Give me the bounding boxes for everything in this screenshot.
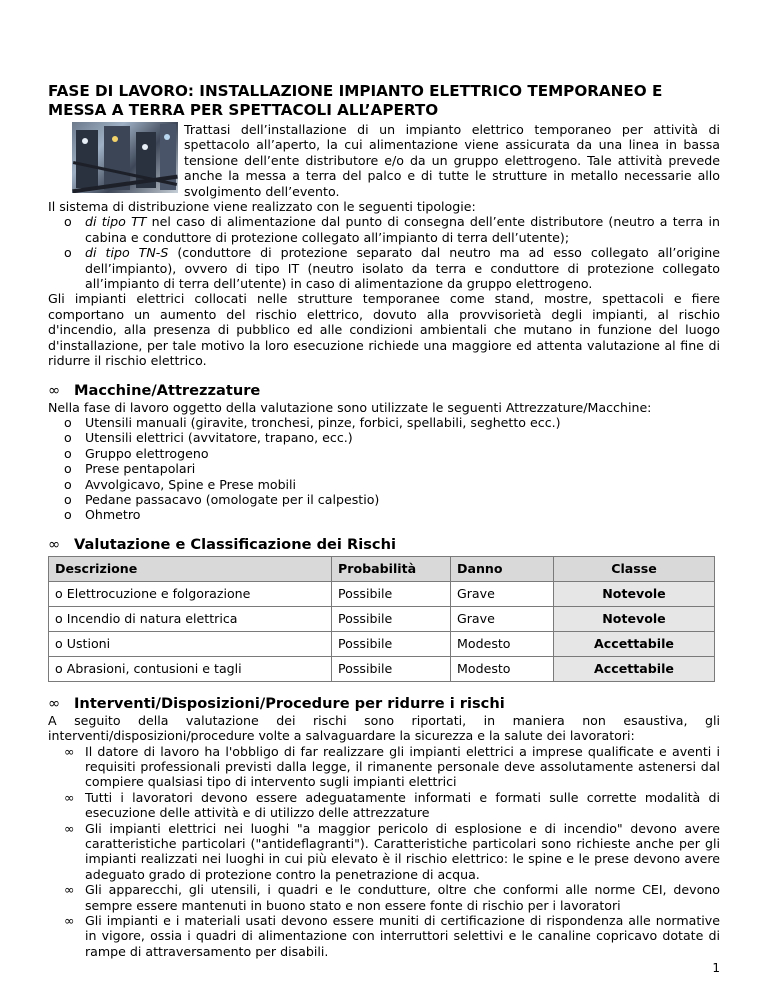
measures-intro: A seguito della valutazione dei rischi sono riportati, in maniera non esaustiva, gli interventi/disposizioni/procedure volte a salvaguardare la sicurezza e la salute dei lavoratori: [48,712,720,744]
circle-bullet-icon: o [55,586,63,602]
list-item [48,821,720,883]
circle-bullet-icon: o [64,491,72,507]
list-item [48,446,720,461]
intro-block [48,122,720,199]
infinity-bullet-icon: ∞ [64,882,75,898]
list-item-text: Gli impianti e i materiali usati devono essere muniti di certificazione di rispondenza alle normative in vigore, ossia i quadri di alimentazione con interruttori selettivi e le canaline copricavo dotate di rampe di attraversamento per disabili. [85,913,720,959]
infinity-bullet-icon: ∞ [64,913,75,929]
table-row [49,656,715,681]
table-row [49,606,715,631]
risk-class: Notevole [554,606,715,631]
infinity-bullet-icon: ∞ [48,381,61,399]
circle-bullet-icon: o [55,661,63,677]
circle-bullet-icon: o [64,461,72,477]
intro-paragraph: Trattasi dell’installazione di un impianto elettrico temporaneo per attività di spettacolo all’aperto, la cui alimentazione viene assicurata da una linea in bassa tensione dell’ente distributore e/o da un gruppo elettrogeno. Tale attività prevede anche la messa a terra del palco e di tutte le strutture in metallo necessarie allo svolgimento dell’evento. [184,122,720,199]
system-type-name: di tipo TN-S [85,245,169,261]
infinity-bullet-icon: ∞ [48,694,61,712]
list-item [48,492,720,507]
risk-description [49,656,332,681]
list-item [48,430,720,445]
list-item [48,245,720,291]
list-item-text: Prese pentapolari [85,461,196,477]
section-heading-measures [48,695,720,713]
circle-bullet-icon: o [64,507,72,523]
page-number: 1 [712,961,720,975]
circle-bullet-icon: o [64,245,72,261]
circle-bullet-icon: o [55,611,63,627]
circle-bullet-icon: o [64,414,72,430]
system-type-name: di tipo TT [85,214,147,230]
risk-probability: Possibile [332,606,451,631]
table-header-row [49,556,715,581]
list-item-text: Il datore di lavoro ha l'obbligo di far realizzare gli impianti elettrici a imprese qualificate e aventi i requisiti professionali previsti dalla legge, il rimanente personale deve assolutamente astenersi dal compiere qualsiasi tipo di intervento sugli impianti elettrici [85,743,720,790]
system-type-text: nel caso di alimentazione dal punto di consegna dell’ente distributore (neutro a terra in cabina e conduttore di protezione collegato all’impianto di terra dell’utente); [85,214,720,245]
risk-damage: Modesto [451,631,554,656]
risk-description-text: Incendio di natura elettrica [66,611,238,627]
list-item-text: Ohmetro [85,507,141,523]
table-row [49,631,715,656]
risk-damage: Grave [451,606,554,631]
list-item [48,461,720,476]
distribution-types-list [48,214,720,291]
list-item [48,882,720,913]
system-type-text: (conduttore di protezione separato dal neutro ma ad esso collegato all’origine dell’impianto), ovvero di tipo IT (neutro isolato da terra e conduttore di protezione collegato all’impianto di terra dell’utente) in caso di alimentazione da gruppo elettrogeno. [85,245,720,292]
machines-intro: Nella fase di lavoro oggetto della valutazione sono utilizzate le seguenti Attrezzature/Macchine: [48,399,652,415]
section-heading-text: Valutazione e Classificazione dei Rischi [74,535,396,553]
section-heading-text: Interventi/Disposizioni/Procedure per ridurre i rischi [74,694,505,712]
risk-description [49,631,332,656]
risk-damage: Modesto [451,656,554,681]
circle-bullet-icon: o [64,214,72,230]
list-item-text: Pedane passacavo (omologate per il calpestio) [85,491,380,507]
circle-bullet-icon: o [64,445,72,461]
risk-description [49,581,332,606]
infinity-bullet-icon: ∞ [64,820,75,836]
machines-list [48,415,720,523]
list-item-text: Gli apparecchi, gli utensili, i quadri e le condutture, oltre che conformi alle norme CEI, devono sempre essere mantenuti in buono stato e non essere fonte di rischio per i lavoratori [85,882,720,913]
distribution-intro: Il sistema di distribuzione viene realizzato con le seguenti tipologie: [48,199,476,215]
list-item [48,913,720,959]
list-item-text: Tutti i lavoratori devono essere adeguatamente informati e formati sulle corrette modalità di esecuzione delle attività e di utilizzo delle attrezzature [85,789,720,821]
measures-list [48,744,720,960]
circle-bullet-icon: o [64,430,72,446]
list-item [48,507,720,522]
risk-description-text: Abrasioni, contusioni e tagli [66,661,242,677]
stage-equipment-photo [72,122,178,193]
list-item-text: Gli impianti elettrici nei luoghi "a maggior pericolo di esplosione e di incendio" devono avere caratteristiche particolari ("antideflagranti"). Caratteristiche particolari sono richieste anche per gli impianti realizzati nei luoghi in cui più elevato è il rischio elettrico: le spine e le prese devono avere adeguato grado di protezione contro la penetrazione di acqua. [85,820,720,882]
risk-class: Accettabile [554,631,715,656]
circle-bullet-icon: o [64,476,72,492]
risk-description-text: Elettrocuzione e folgorazione [66,586,251,602]
risk-class: Accettabile [554,656,715,681]
risk-probability: Possibile [332,656,451,681]
document-page [48,82,720,959]
infinity-bullet-icon: ∞ [64,789,75,805]
column-header-classe: Classe [554,556,715,581]
list-item [48,744,720,790]
risk-probability: Possibile [332,631,451,656]
section-heading-machines [48,382,720,400]
risk-description [49,606,332,631]
risk-table [48,556,715,682]
section-heading-risks [48,536,720,554]
risk-damage: Grave [451,581,554,606]
list-item-text: Utensili elettrici (avvitatore, trapano, ecc.) [85,430,353,446]
risk-paragraph: Gli impianti elettrici collocati nelle strutture temporanee come stand, mostre, spettacoli e fiere comportano un aumento del rischio elettrico, dovuto alla provvisorietà degli impianti, al rischio d'incendio, alla presenza di pubblico ed alle condizioni ambientali che mutano in funzione del luogo d'installazione, per tale motivo la loro esecuzione richiede una maggiore ed attenta valutazione al fine di ridurre il rischio elettrico. [48,291,720,369]
infinity-bullet-icon: ∞ [48,535,61,553]
list-item-text: Utensili manuali (giravite, tronchesi, pinze, forbici, spellabili, seghetto ecc.) [85,414,561,430]
list-item [48,214,720,245]
section-heading-text: Macchine/Attrezzature [74,381,261,399]
page-title: FASE DI LAVORO: INSTALLAZIONE IMPIANTO ELETTRICO TEMPORANEO E MESSA A TERRA PER SPETTACOLI ALL’APERTO [48,82,663,119]
column-header-descrizione: Descrizione [49,556,332,581]
column-header-probabilita: Probabilità [332,556,451,581]
risk-description-text: Ustioni [66,636,111,652]
list-item-text: Avvolgicavo, Spine e Prese mobili [85,476,297,492]
risk-probability: Possibile [332,581,451,606]
list-item-text: Gruppo elettrogeno [85,445,209,461]
list-item [48,477,720,492]
risk-class: Notevole [554,581,715,606]
list-item [48,790,720,821]
circle-bullet-icon: o [55,636,63,652]
table-row [49,581,715,606]
infinity-bullet-icon: ∞ [64,743,75,759]
list-item [48,415,720,430]
column-header-danno: Danno [451,556,554,581]
